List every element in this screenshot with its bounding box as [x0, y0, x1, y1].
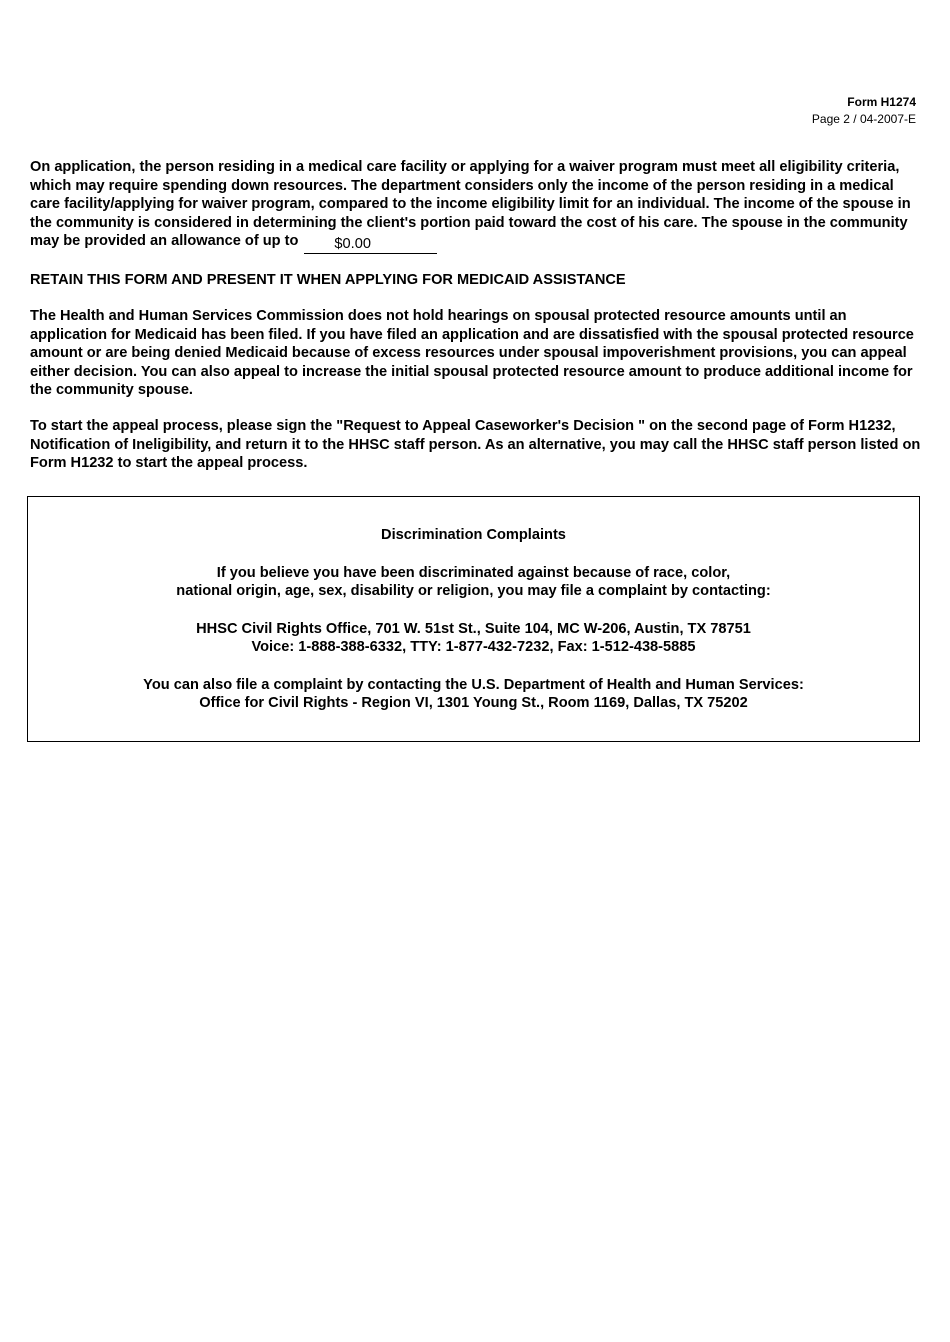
form-number: Form H1274 — [847, 95, 916, 109]
retain-notice: RETAIN THIS FORM AND PRESENT IT WHEN APPLYING FOR MEDICAID ASSISTANCE — [30, 272, 626, 289]
hhs-contact — [28, 676, 919, 713]
discrimination-title: Discrimination Complaints — [381, 527, 566, 543]
hhs-intro: You can also file a complaint by contacting the U.S. Department of Health and Human Services: — [143, 676, 804, 693]
hhsc-contact — [28, 620, 919, 657]
page-info: Page 2 / 04-2007-E — [811, 112, 916, 126]
hhs-address: Office for Civil Rights - Region VI, 1301 Young St., Room 1169, Dallas, TX 75202 — [199, 695, 748, 711]
hearings-paragraph: The Health and Human Services Commission does not hold hearings on spousal protected resource amounts until an application for Medicaid has been filed. If you have filed an application and are dissatisfied with the spousal protected resource amount or are being denied Medicaid because of excess resources under spousal impoverishment provisions, you can appeal either decision. You can also appeal to increase the initial spousal protected resource amount to produce additional income for the community spouse. — [30, 307, 914, 399]
discrimination-intro — [28, 564, 919, 601]
appeal-paragraph: To start the appeal process, please sign the "Request to Appeal Caseworker's Decision " on the second page of Form H1232, Notification of Ineligibility, and return it to the HHSC staff person. As an alternative, you may call the HHSC staff person listed on Form H1232 to start the appeal process. — [30, 417, 921, 472]
hhsc-phone: Voice: 1-888-388-6332, TTY: 1-877-432-7232, Fax: 1-512-438-5885 — [251, 639, 696, 655]
eligibility-paragraph — [30, 158, 922, 254]
spousal-allowance-field[interactable] — [304, 235, 437, 254]
hhsc-address: HHSC Civil Rights Office, 701 W. 51st St., Suite 104, MC W-206, Austin, TX 78751 — [196, 620, 751, 637]
form-header — [812, 94, 916, 128]
discrimination-complaints-box — [27, 496, 920, 742]
intro-line-1: If you believe you have been discriminated against because of race, color, — [216, 564, 731, 581]
eligibility-text: On application, the person residing in a medical care facility or applying for a waiver program must meet all eligibility criteria, which may require spending down resources. The department considers only the income of the person residing in a medical care facility/applying for waiver program, compared to the income eligibility limit for an individual. The income of the spouse in the community is considered in determining the client's portion paid toward the cost of his care. The spouse in the community may be provided an allowance of up to — [30, 159, 911, 250]
intro-line-2: national origin, age, sex, disability or religion, you may file a complaint by contacting: — [176, 583, 771, 599]
form-body — [30, 158, 922, 490]
